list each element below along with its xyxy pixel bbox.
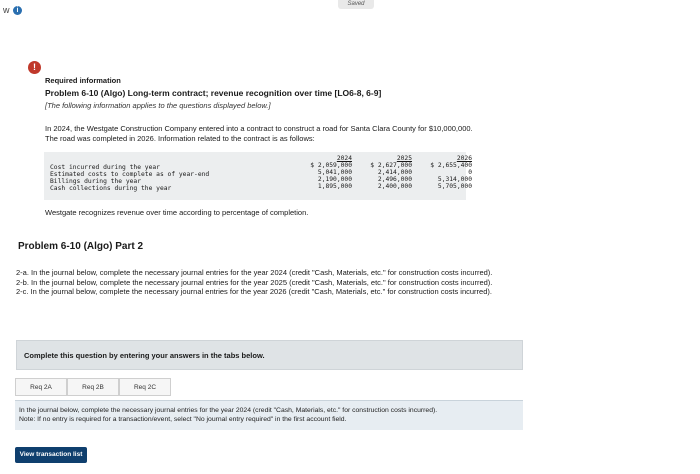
tab-note: Note: If no entry is required for a transaction/event, select "No journal entry required" in the first account field. (19, 415, 347, 423)
year-header: 2024 (336, 155, 352, 162)
contract-data-table (44, 152, 472, 200)
complete-instruction: Complete this question by entering your answers in the tabs below. (24, 351, 265, 360)
table-cell: 2,190,000 (317, 176, 352, 183)
intro-text: In 2024, the Westgate Construction Company entered into a contract to construct a road for Santa Clara County for $10,000,000. The road was completed in 2026. Information related to the contract is as follows: (45, 124, 473, 143)
required-info-title: Required information (45, 76, 121, 85)
tab-instruction: In the journal below, complete the necessary journal entries for the year 2024 (credit "Cash, Materials, etc." for construction costs incurred). (19, 407, 438, 414)
table-cell: 5,705,000 (437, 183, 472, 190)
info-note: [The following information applies to the questions displayed below.] (45, 101, 271, 110)
table-cell: 2,414,000 (377, 169, 412, 176)
table-cell: $ 2,627,000 (370, 162, 412, 169)
tab-req-2c[interactable]: Req 2C (119, 378, 171, 396)
instruction-panel (16, 340, 523, 370)
alert-icon: ! (28, 61, 41, 74)
table-cell: 2,496,000 (377, 176, 412, 183)
saved-indicator: Saved (338, 0, 374, 9)
tab-content-panel (15, 400, 523, 430)
tab-req-2b[interactable]: Req 2B (67, 378, 119, 396)
table-cell: 5,041,000 (317, 169, 352, 176)
recognition-text: Westgate recognizes revenue over time according to percentage of completion. (45, 208, 309, 217)
step-2c: 2-c. In the journal below, complete the necessary journal entries for the year 2026 (credit "Cash, Materials, etc." for construction costs incurred). (16, 287, 492, 296)
step-2b: 2-b. In the journal below, complete the necessary journal entries for the year 2025 (credit "Cash, Materials, etc." for construction costs incurred). (16, 277, 493, 287)
table-cell: 2,400,000 (377, 183, 412, 190)
part-title: Problem 6-10 (Algo) Part 2 (18, 241, 144, 252)
year-header: 2025 (396, 155, 412, 162)
problem-title: Problem 6-10 (Algo) Long-term contract; revenue recognition over time [LO6-8, 6-9] (45, 88, 382, 98)
table-cell: 1,895,000 (317, 183, 352, 190)
year-header: 2026 (456, 155, 472, 162)
step-2a: 2-a. In the journal below, complete the necessary journal entries for the year 2024 (credit "Cash, Materials, etc." for construction costs incurred). (16, 268, 493, 277)
tab-req-2a[interactable]: Req 2A (15, 378, 67, 396)
steps-list (16, 268, 536, 297)
row-label: Cash collections during the year (50, 185, 172, 192)
view-transaction-list-button[interactable]: View transaction list (15, 447, 87, 463)
app-logo: w (3, 5, 10, 15)
row-label: Estimated costs to complete as of year-end (50, 171, 210, 178)
row-label: Billings during the year (50, 178, 141, 185)
row-label: Cost incurred during the year (50, 164, 160, 171)
top-bar (0, 0, 700, 22)
info-icon[interactable]: i (13, 6, 22, 15)
table-cell: $ 2,655,400 (430, 162, 472, 169)
table-cell: $ 2,059,000 (310, 162, 352, 169)
table-cell: 5,314,000 (437, 176, 472, 183)
table-cell: 0 (468, 169, 472, 176)
